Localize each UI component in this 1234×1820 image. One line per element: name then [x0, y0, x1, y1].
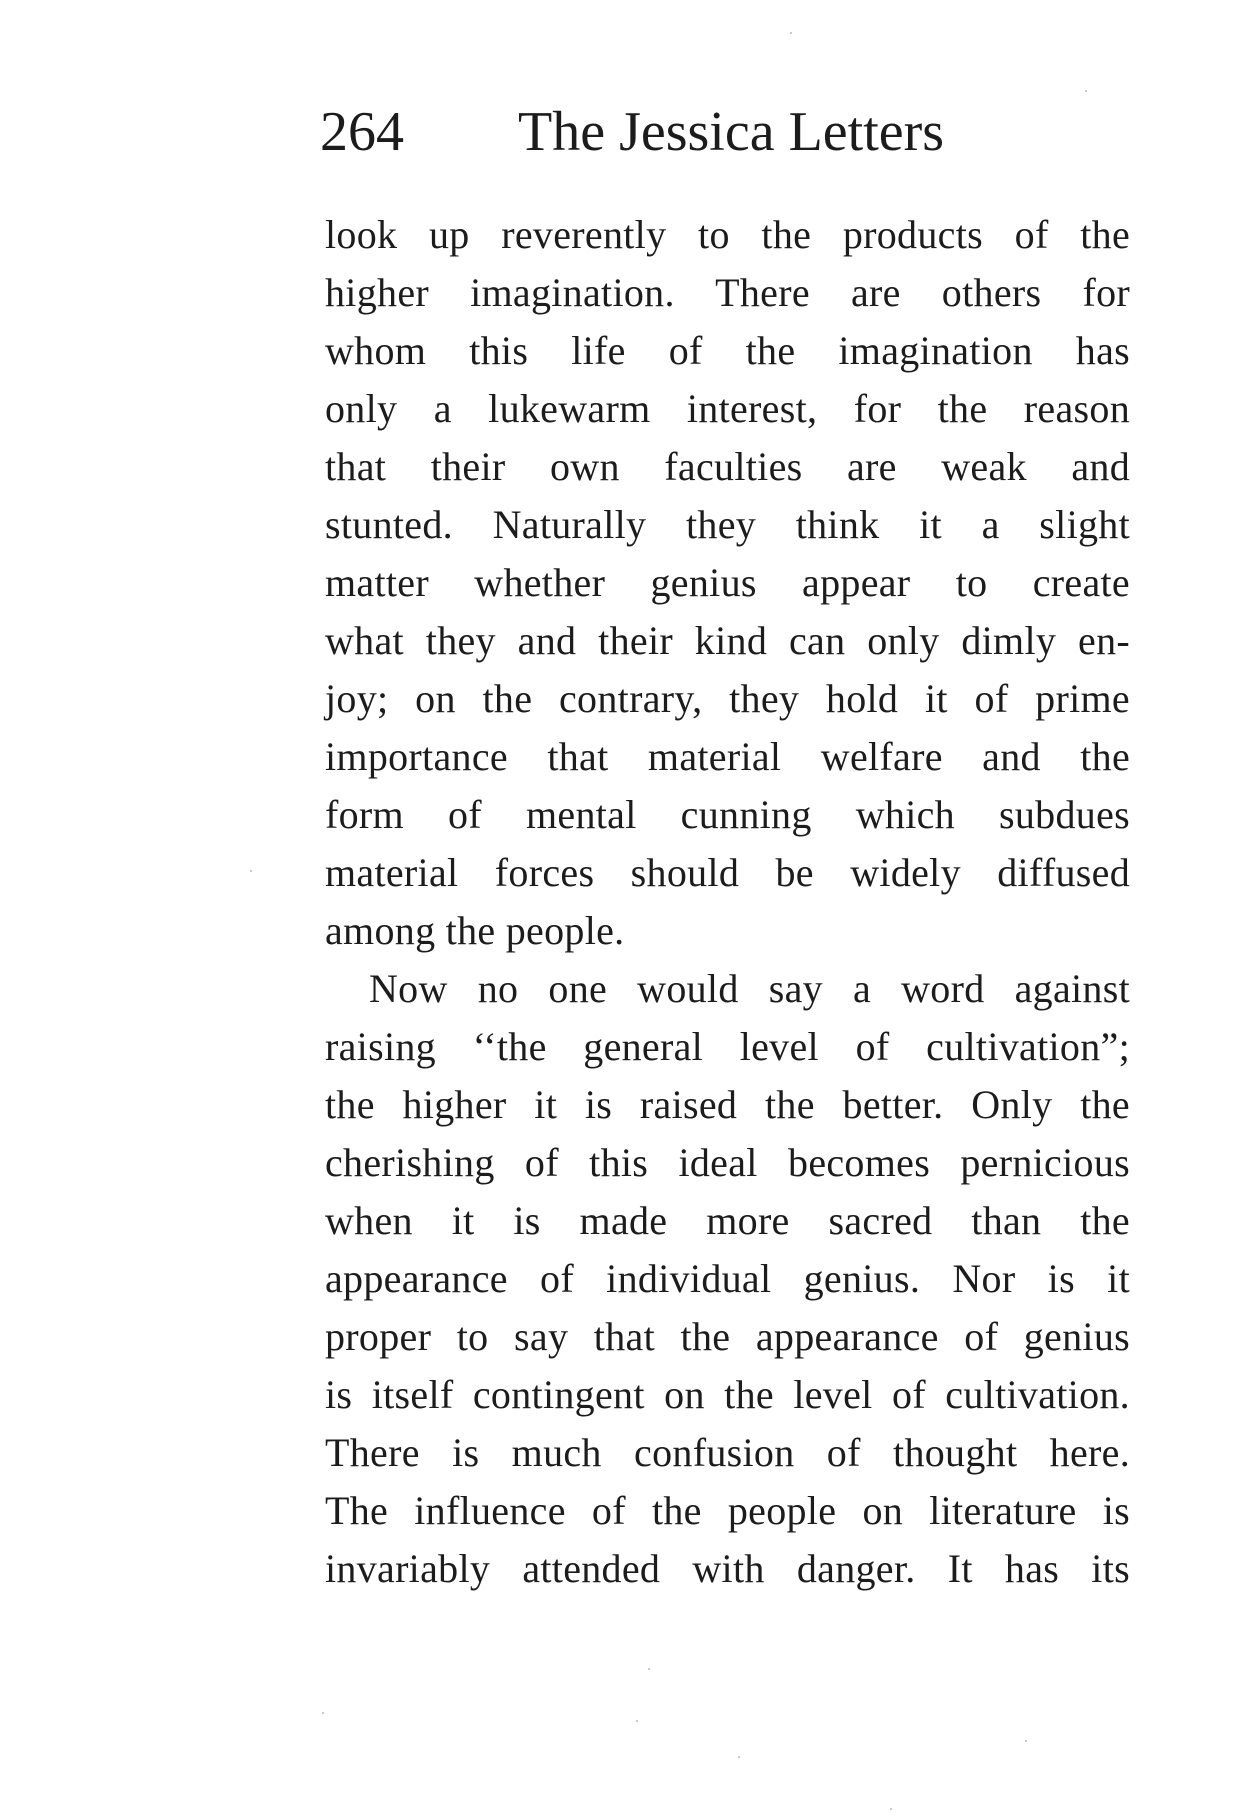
text-line: The influence of the people on literature is — [325, 1488, 1130, 1533]
body-text — [325, 206, 1130, 1598]
text-line: joy; on the contrary, they hold it of prime — [325, 676, 1130, 721]
text-line: There is much confusion of thought here. — [325, 1430, 1130, 1475]
book-title: The Jessica Letters — [518, 101, 945, 163]
text-line: look up reverently to the products of the — [325, 212, 1130, 257]
paragraph-start-line: Now no one would say a word against — [369, 966, 1130, 1011]
running-head — [320, 92, 1130, 172]
text-line: proper to say that the appearance of genius — [325, 1314, 1130, 1359]
scan-speck — [790, 32, 792, 34]
text-line: cherishing of this ideal becomes pernicious — [325, 1140, 1130, 1185]
text-line: material forces should be widely diffused — [325, 850, 1130, 895]
scan-speck — [890, 1808, 892, 1810]
text-line: whom this life of the imagination has — [325, 328, 1130, 373]
text-line: invariably attended with danger. It has its — [325, 1546, 1130, 1591]
text-line: what they and their kind can only dimly en- — [325, 618, 1130, 663]
scan-speck — [1025, 1740, 1027, 1742]
text-line: higher imagination. There are others for — [325, 270, 1130, 315]
text-line: the higher it is raised the better. Only the — [325, 1082, 1130, 1127]
scan-speck — [636, 1720, 638, 1722]
scan-speck — [738, 1756, 740, 1758]
text-line: that their own faculties are weak and — [325, 444, 1130, 489]
text-line: appearance of individual genius. Nor is it — [325, 1256, 1130, 1301]
text-line: form of mental cunning which subdues — [325, 792, 1130, 837]
scan-speck — [322, 1712, 324, 1714]
text-line: matter whether genius appear to create — [325, 560, 1130, 605]
scan-speck — [648, 1668, 650, 1670]
paragraph-end-line: among the people. — [325, 908, 625, 953]
text-line: when it is made more sacred than the — [325, 1198, 1130, 1243]
scan-speck — [250, 870, 252, 872]
text-line: only a lukewarm interest, for the reason — [325, 386, 1130, 431]
text-line: raising ‘‘the general level of cultivation”; — [325, 1024, 1130, 1069]
page-number: 264 — [320, 101, 404, 163]
text-line: is itself contingent on the level of cultivation. — [325, 1372, 1130, 1417]
scan-speck — [1085, 90, 1087, 92]
text-line: importance that material welfare and the — [325, 734, 1130, 779]
text-line: stunted. Naturally they think it a slight — [325, 502, 1130, 547]
